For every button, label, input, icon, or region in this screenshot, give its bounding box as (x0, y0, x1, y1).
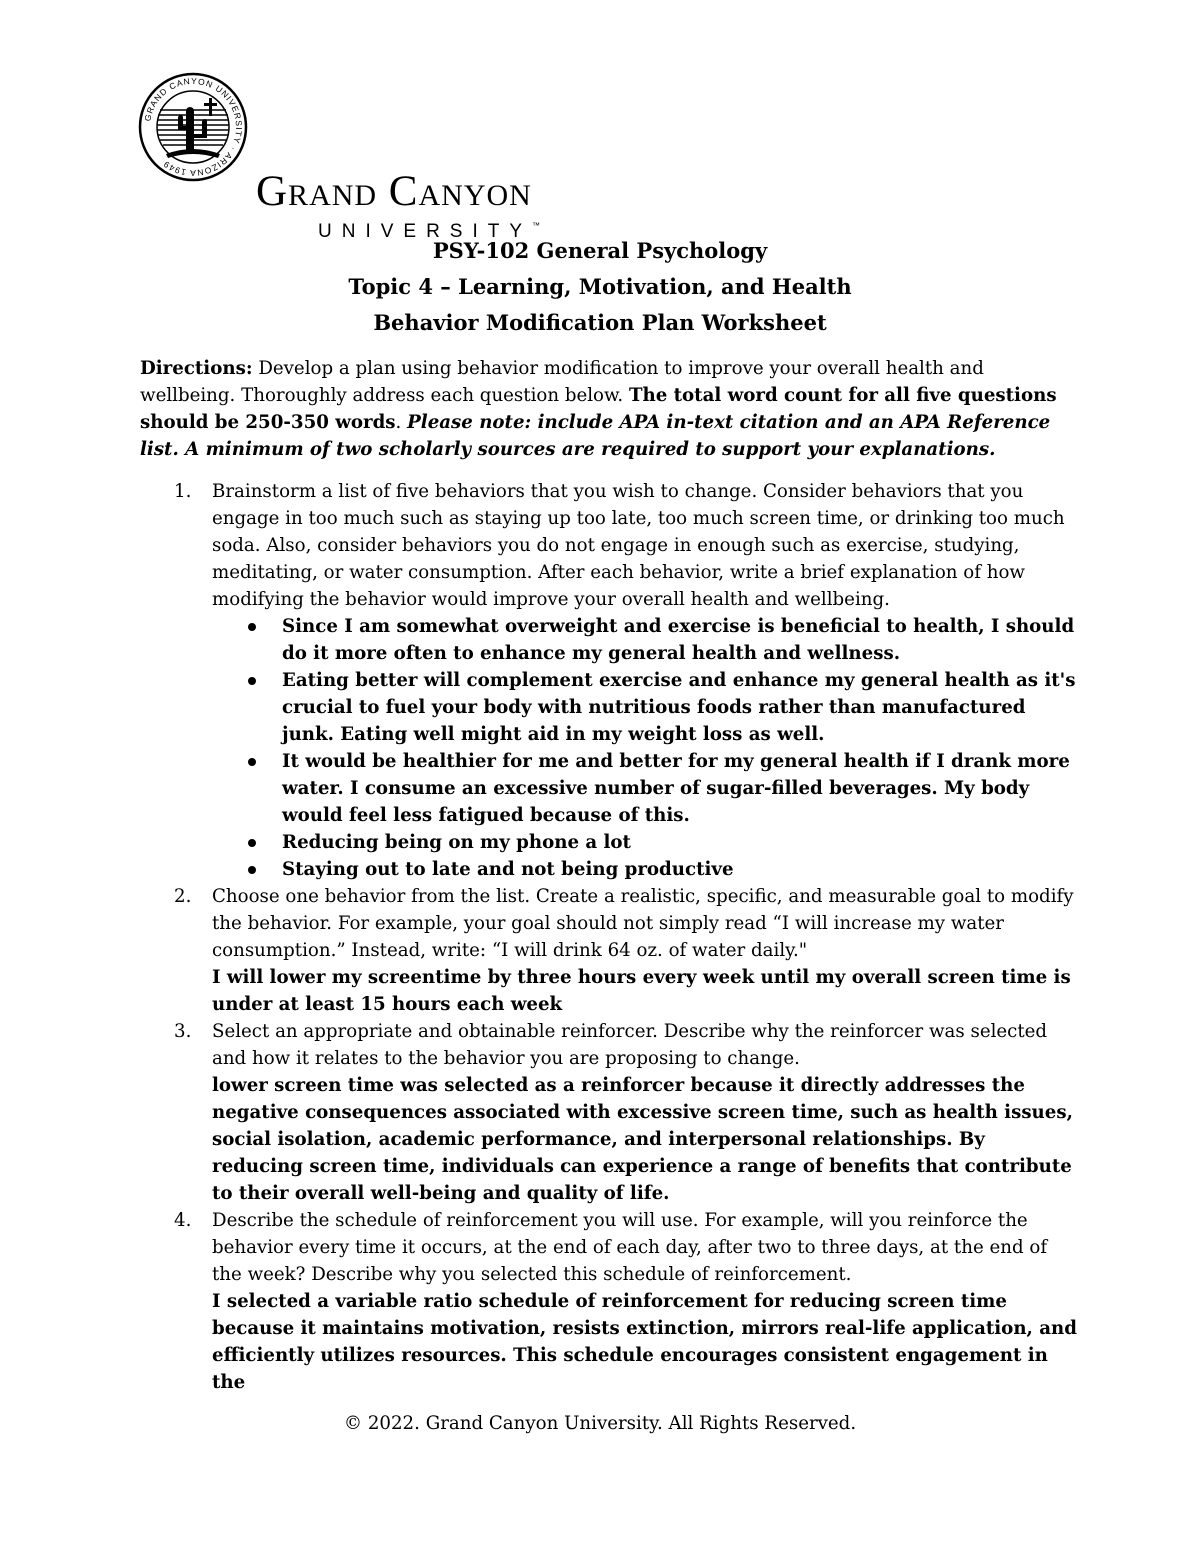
behavior-bullet: Staying out to late and not being productive (212, 856, 1080, 883)
topic-title: Topic 4 – Learning, Motivation, and Health (348, 274, 852, 299)
svg-text:GRAND CANYON UNIVERSITY · ARIZ: GRAND CANYON UNIVERSITY · ARIZONA 1949 (142, 75, 245, 179)
university-word: UNIVERSITY (318, 221, 533, 242)
university-name-top: Grand Canyon (256, 168, 532, 215)
directions-paragraph (140, 355, 1070, 463)
question-number: 4. (174, 1210, 192, 1231)
question-item (140, 883, 1080, 1018)
question-prompt: Brainstorm a list of five behaviors that you wish to change. Consider behaviors that you engage in too much such as staying up too late, too much screen time, or drinking too much soda. Also, consider behaviors you do not engage in enough such as exercise, studying, meditating, or water consumption. After each behavior, write a brief explanation of how modifying the behavior would improve your overall health and wellbeing. (212, 481, 1065, 610)
copyright-footer: © 2022. Grand Canyon University. All Rights Reserved. (343, 1413, 857, 1434)
document-titles (0, 233, 1200, 341)
behavior-bullet: Reducing being on my phone a lot (212, 829, 1080, 856)
directions-text: Develop a plan using behavior modification to improve your overall health and wellbeing. Thoroughly address each question below. (140, 358, 984, 406)
trademark-symbol: ™ (532, 221, 541, 230)
question-number: 1. (174, 481, 192, 502)
question-item (140, 478, 1080, 883)
behavior-bullet: It would be healthier for me and better for my general health if I drank more water. I consume an excessive number of sugar-filled beverages. My body would feel less fatigued because of this. (212, 748, 1080, 829)
behavior-bullet: Eating better will complement exercise and enhance my general health as it's crucial to fuel your body with nutritious foods rather than manufactured junk. Eating well might aid in my weight loss as well. (212, 667, 1080, 748)
word-count-requirement: The total word count for all five questions should be 250-350 words (140, 385, 1057, 433)
question-answer: lower screen time was selected as a reinforcer because it directly addresses the negative consequences associated with excessive screen time, such as health issues, social isolation, academic performance, and interpersonal relationships. By reducing screen time, individuals can experience a range of benefits that contribute to their overall well-being and quality of life. (212, 1075, 1073, 1204)
directions-label: Directions: (140, 358, 253, 379)
question-prompt: Select an appropriate and obtainable reinforcer. Describe why the reinforcer was selected and how it relates to the behavior you are proposing to change. (212, 1021, 1048, 1069)
behavior-bullet-list (212, 613, 1080, 883)
question-item (140, 1207, 1080, 1396)
question-list (140, 478, 1080, 1396)
university-seal-icon (138, 72, 248, 182)
question-item (140, 1018, 1080, 1207)
worksheet-title: Behavior Modification Plan Worksheet (373, 310, 827, 335)
apa-note: Please note: include APA in-text citation and an APA Reference list. A minimum of two scholarly sources are required to support your explanations. (140, 412, 1051, 460)
directions-period: . (395, 412, 408, 433)
behavior-bullet: Since I am somewhat overweight and exercise is beneficial to health, I should do it more often to enhance my general health and wellness. (212, 613, 1080, 667)
question-number: 2. (174, 886, 192, 907)
course-title: PSY-102 General Psychology (432, 238, 768, 263)
question-answer: I will lower my screentime by three hours every week until my overall screen time is under at least 15 hours each week (212, 967, 1071, 1015)
question-number: 3. (174, 1021, 192, 1042)
question-prompt: Describe the schedule of reinforcement you will use. For example, will you reinforce the behavior every time it occurs, at the end of each day, after two to three days, at the end of the week? Describe why you selected this schedule of reinforcement. (212, 1210, 1048, 1285)
question-answer: I selected a variable ratio schedule of reinforcement for reducing screen time because it maintains motivation, resists extinction, mirrors real-life application, and efficiently utilizes resources. This schedule encourages consistent engagement in the (212, 1291, 1077, 1393)
question-prompt: Choose one behavior from the list. Create a realistic, specific, and measurable goal to modify the behavior. For example, your goal should not simply read “I will increase my water consumption.” Instead, write: “I will drink 64 oz. of water daily." (212, 886, 1074, 961)
university-logo (138, 72, 618, 242)
